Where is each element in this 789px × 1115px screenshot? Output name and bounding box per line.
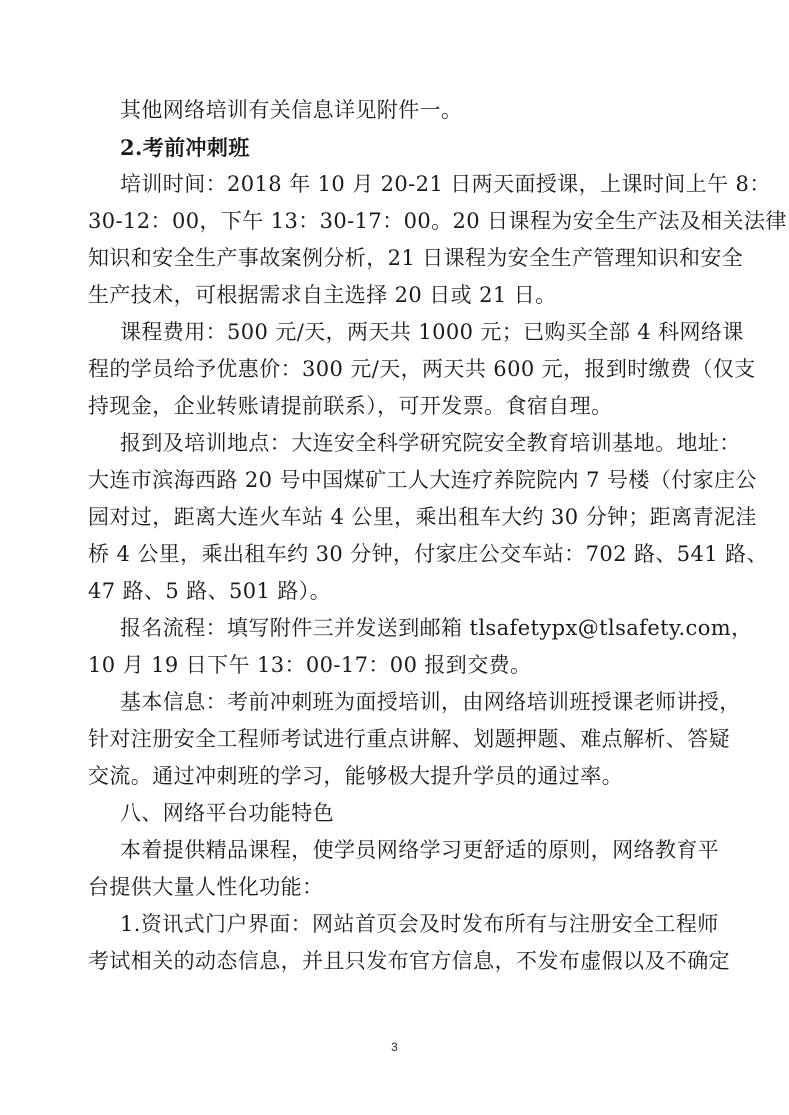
text-line: 台提供大量人性化功能：	[88, 875, 324, 899]
section-heading: 八、网络平台功能特色	[120, 801, 334, 825]
text-line: 其他网络培训有关信息详见附件一。	[120, 98, 463, 122]
text-line: 报到及培训地点：大连安全科学研究院安全教育培训基地。地址：	[120, 431, 741, 455]
document-body	[88, 92, 787, 980]
text-line: 1.资讯式门户界面：网站首页会及时发布所有与注册安全工程师	[120, 912, 719, 936]
text-line: 本着提供精品课程，使学员网络学习更舒适的原则，网络教育平	[120, 838, 720, 862]
text-line: 30-12：00，下午 13：30-17：00。20 日课程为安全生产法及相关法律	[88, 209, 787, 233]
section-heading: 2.考前冲刺班	[120, 135, 250, 160]
text-line: 47 路、5 路、501 路）。	[88, 579, 332, 603]
text-line: 报名流程：填写附件三并发送到邮箱 tlsafetypx@tlsafety.com，	[120, 616, 753, 640]
text-line: 基本信息：考前冲刺班为面授培训，由网络培训班授课老师讲授，	[120, 690, 741, 714]
text-line: 培训时间：2018 年 10 月 20-21 日两天面授课，上课时间上午 8：	[120, 172, 771, 196]
text-line: 大连市滨海西路 20 号中国煤矿工人大连疗养院院内 7 号楼（付家庄公	[88, 468, 757, 492]
text-line: 考试相关的动态信息，并且只发布官方信息，不发布虚假以及不确定	[88, 949, 730, 973]
text-line: 桥 4 公里，乘出租车约 30 分钟，付家庄公交车站：702 路、541 路、	[88, 542, 768, 566]
text-line: 生产技术，可根据需求自主选择 20 日或 21 日。	[88, 283, 557, 307]
text-line: 园对过，距离大连火车站 4 公里，乘出租车大约 30 分钟；距离青泥洼	[88, 505, 757, 529]
text-line: 持现金，企业转账请提前联系），可开发票。食宿自理。	[88, 394, 613, 418]
text-line: 交流。通过冲刺班的学习，能够极大提升学员的通过率。	[88, 764, 623, 788]
page-number: 3	[391, 1040, 398, 1054]
text-line: 知识和安全生产事故案例分析，21 日课程为安全生产管理知识和安全	[88, 246, 744, 270]
text-line: 针对注册安全工程师考试进行重点讲解、划题押题、难点解析、答疑	[88, 727, 730, 751]
text-line: 程的学员给予优惠价：300 元/天，两天共 600 元，报到时缴费（仅支	[88, 357, 756, 381]
text-line: 10 月 19 日下午 13：00-17：00 报到交费。	[88, 653, 532, 677]
text-line: 课程费用：500 元/天，两天共 1000 元；已购买全部 4 科网络课	[120, 320, 744, 344]
